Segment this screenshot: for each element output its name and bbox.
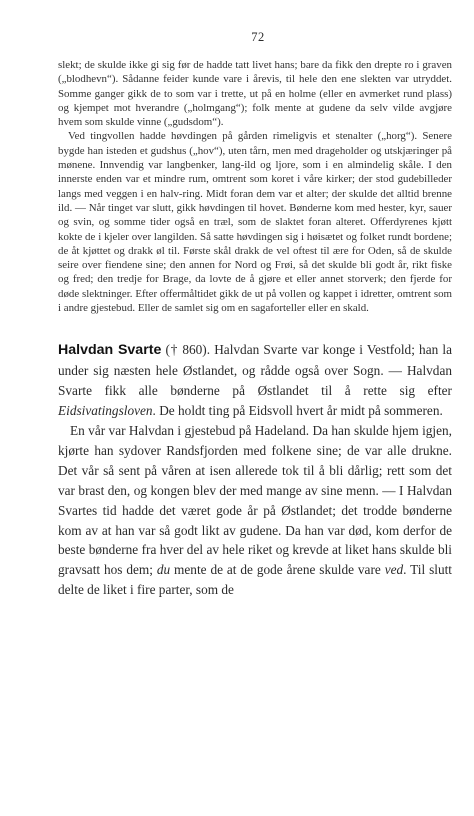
death-text-start: En vår var Halvdan i gjestebud på Hadeland. Da han skulde hjem igjen, kjørte han sydover Randsfjorden med folkene sine; de var alle drukne. Det vår så sent på våren at isen allerede tok til å bli dårlig; rett som det var brast den, og kongen blev der med mange av sine menn. — I Halvdan Svartes tid hadde det været gode år på Østlandet; det trodde bønderne kom av at han var så godt likt av gudene. Da han var død, kom derfor de beste bønderne fra hver del av hele riket og krevde at liket hans skulde bli gravsatt hos dem; <box>58 422 452 578</box>
italic-word-ved: ved <box>384 562 404 578</box>
paragraph-blood-feud: slekt; de skulde ikke gi sig før de hadde tatt livet hans; bare da fikk den drepte ro i graven („blodhevn“). Sådanne feider kunde vare i årevis, til hele den ene slekten var utryddet. Somme ganger gikk de to som var i trette, ut på en holme (eller en avmerket rund plass) og kjempet mot hverandre („holmgang“); folk mente at gudene da selv vilde avgjøre hvem som skulde vinne („gudsdom“). <box>58 59 452 129</box>
paragraph-halvdan-death <box>58 421 452 600</box>
intro-text: († 860). Halvdan Svarte var konge i Vestfold; han la under sig næsten hele Østlandet, og rådde også over Sogn. — Halvdan Svarte fikk alle bønderne på Østlandet til å rette sig efter <box>58 342 452 399</box>
italic-law-name: Eidsivatingsloven <box>58 403 153 419</box>
intro-text-end: . De holdt ting på Eidsvoll hvert år midt på sommeren. <box>152 403 443 419</box>
death-text-mid: mente de at de gode årene skulde vare <box>170 562 385 578</box>
death-text-end: . Til slutt delte de liket i fire parter, som de <box>58 562 452 598</box>
page-number: 72 <box>251 30 265 44</box>
paragraph-temple-offering: Ved tingvollen hadde høvdingen på gården rimeligvis et stenalter („horg“). Senere bygde han isteden et gudshus („hov“), uten tårn, men med drageholder og utskjæringer på mønene. Innvendig var langbenker, lang-ild og ljore, som i en almindelig skåle. I den innerste enden var et mindre rum, omtrent som koret i våre kirker; der stod gudebilleder langs med veggen i en halv-ring. Midt foran dem var et alter; der skulde det alltid brenne ild. — Når tinget var slutt, gikk høvdingen til hovet. Bønderne kom med hester, kyr, sauer og svin, og somme tider også en træl, som de slaktet foran alteret. Offerdyrenes kjøtt kokte de i kjeler over langilden. Så satte høvdingen sig i høisætet og folket rundt bordene; de åt kjøttet og drakk øl til. Første skål drakk de vel oftest til ære for Oden, så de skulde seire over fiendene sine; den annen for Nord og Frøi, så det skulde bli godt år, rikt fiske og fred; den tredje for Brage, da lovte de å gjøre et eller annet storverk; den fjerde for døde slektninger. Efter offermåltidet gikk de ut på vollen og kappet i idretter, omtrent som i andre gjestebud. Eller de samlet sig om en sagaforteller eller en skald. <box>58 130 452 315</box>
paragraph-halvdan-intro <box>58 340 452 421</box>
small-print-section <box>58 58 452 315</box>
headword-halvdan-svarte: Halvdan Svarte <box>58 342 162 359</box>
italic-word-du: du <box>156 562 171 578</box>
book-page <box>58 30 452 600</box>
main-text-section <box>58 340 452 600</box>
